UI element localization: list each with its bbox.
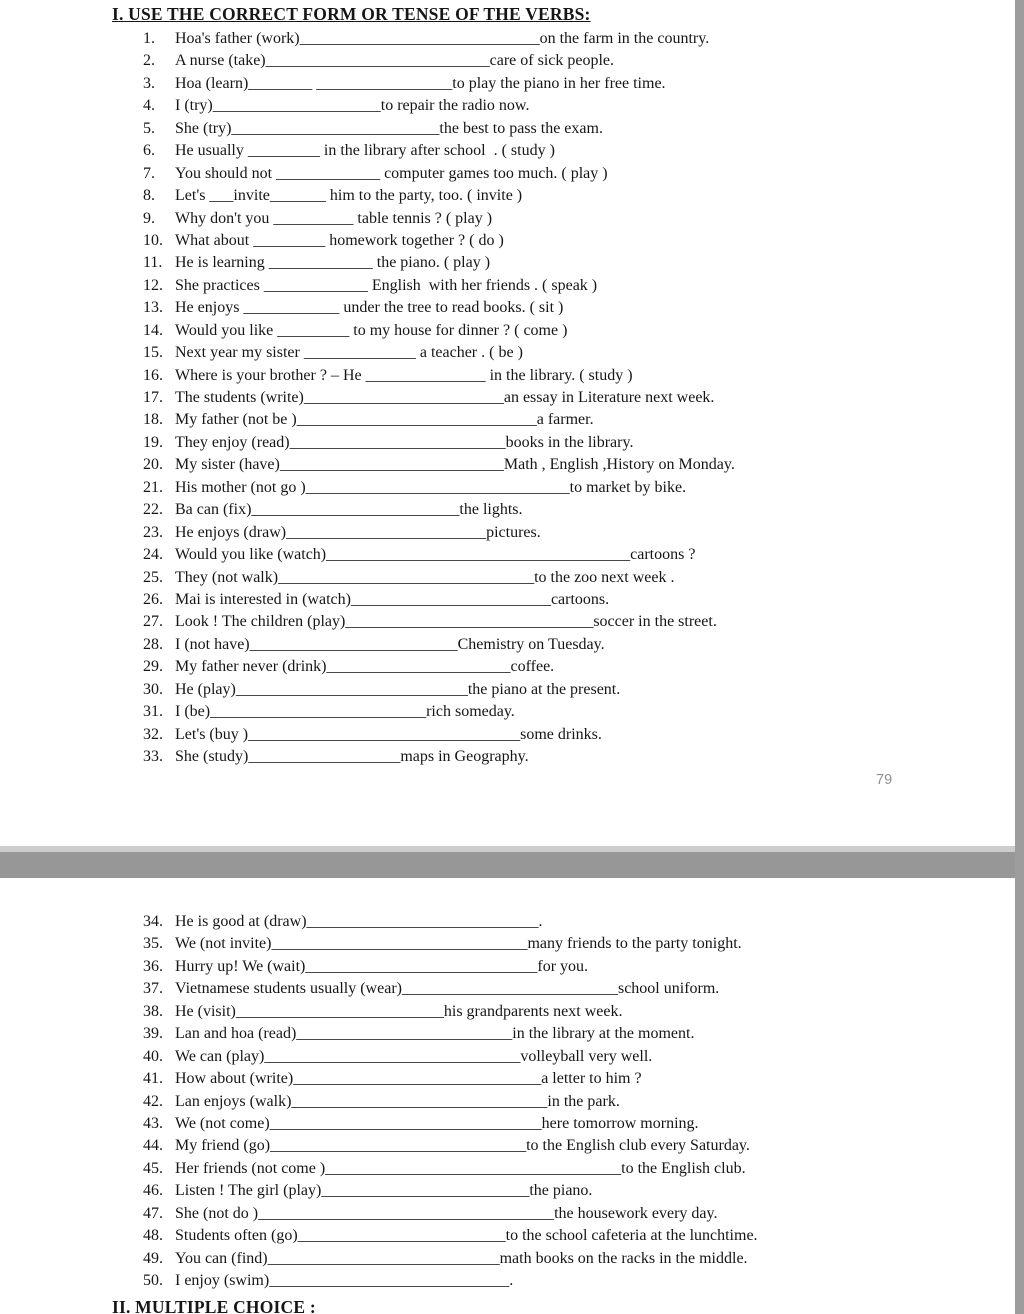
item-text: Lan and hoa (read)___________________________in the library at the moment. bbox=[175, 1025, 695, 1043]
item-text: Look ! The children (play)_______________________________soccer in the street. bbox=[175, 613, 717, 631]
item-text: My father (not be )______________________________a farmer. bbox=[175, 411, 594, 429]
item-text: She (try)__________________________the best to pass the exam. bbox=[175, 119, 603, 137]
page-separator-band bbox=[0, 852, 1024, 878]
item-number: 6. bbox=[143, 142, 155, 160]
item-text: How about (write)_______________________________a letter to him ? bbox=[175, 1070, 642, 1088]
exercise-item-row bbox=[143, 522, 735, 544]
item-number: 14. bbox=[143, 321, 163, 339]
item-text: Her friends (not come )_____________________________________to the English club. bbox=[175, 1159, 746, 1177]
exercise-item-row bbox=[143, 140, 735, 162]
exercise-item-row bbox=[143, 701, 735, 723]
exercise-item-row bbox=[143, 1135, 758, 1157]
item-number: 16. bbox=[143, 366, 163, 384]
item-text: We (not invite)________________________________many friends to the party tonight. bbox=[175, 935, 742, 953]
item-text: I (be)___________________________rich someday. bbox=[175, 703, 515, 721]
item-text: We (not come)__________________________________here tomorrow morning. bbox=[175, 1114, 699, 1132]
exercise-item-row bbox=[143, 589, 735, 611]
exercise-item-row bbox=[143, 320, 735, 342]
item-text: My sister (have)____________________________Math , English ,History on Monday. bbox=[175, 456, 735, 474]
item-number: 22. bbox=[143, 501, 163, 519]
item-text: Hurry up! We (wait)_____________________________for you. bbox=[175, 957, 589, 975]
item-text: My father never (drink)_______________________coffee. bbox=[175, 658, 555, 676]
item-number: 13. bbox=[143, 299, 163, 317]
item-number: 35. bbox=[143, 935, 163, 953]
exercise-item-row bbox=[143, 724, 735, 746]
exercise-item-row bbox=[143, 1091, 758, 1113]
item-text: He (visit)__________________________his grandparents next week. bbox=[175, 1002, 623, 1020]
exercise-item-row bbox=[143, 956, 758, 978]
exercise-item-row bbox=[143, 95, 735, 117]
item-number: 7. bbox=[143, 164, 155, 182]
exercise-list-page1 bbox=[143, 28, 735, 768]
item-number: 43. bbox=[143, 1114, 163, 1132]
item-number: 47. bbox=[143, 1204, 163, 1222]
exercise-item-row bbox=[143, 275, 735, 297]
exercise-item-row bbox=[143, 1203, 758, 1225]
page-number: 79 bbox=[876, 772, 893, 788]
exercise-item-row bbox=[143, 1248, 758, 1270]
item-text: Students often (go)__________________________to the school cafeteria at the lunchtime. bbox=[175, 1227, 758, 1245]
item-number: 19. bbox=[143, 433, 163, 451]
exercise-item-row bbox=[143, 365, 735, 387]
scan-edge-strip bbox=[1015, 0, 1024, 1314]
item-number: 44. bbox=[143, 1137, 163, 1155]
item-text: He (play)_____________________________the piano at the present. bbox=[175, 680, 621, 698]
exercise-item-row bbox=[143, 1270, 758, 1292]
exercise-item-row bbox=[143, 73, 735, 95]
exercise-item-row bbox=[143, 611, 735, 633]
item-number: 21. bbox=[143, 478, 163, 496]
item-text: Listen ! The girl (play)__________________________the piano. bbox=[175, 1182, 593, 1200]
exercise-item-row bbox=[143, 544, 735, 566]
exercise-item-row bbox=[143, 163, 735, 185]
item-number: 45. bbox=[143, 1159, 163, 1177]
item-number: 36. bbox=[143, 957, 163, 975]
item-number: 30. bbox=[143, 680, 163, 698]
item-text: You should not _____________ computer games too much. ( play ) bbox=[175, 164, 608, 182]
exercise-item-row bbox=[143, 28, 735, 50]
exercise-item-row bbox=[143, 1180, 758, 1202]
item-text: He is learning _____________ the piano. ( play ) bbox=[175, 254, 491, 272]
item-text: Let's (buy )__________________________________some drinks. bbox=[175, 725, 602, 743]
item-text: Ba can (fix)__________________________the lights. bbox=[175, 501, 523, 519]
item-number: 39. bbox=[143, 1025, 163, 1043]
exercise-item-row bbox=[143, 1023, 758, 1045]
item-number: 42. bbox=[143, 1092, 163, 1110]
item-text: He enjoys (draw)_________________________pictures. bbox=[175, 523, 541, 541]
exercise-item-row bbox=[143, 1001, 758, 1023]
item-number: 40. bbox=[143, 1047, 163, 1065]
item-text: Why don't you __________ table tennis ? ( play ) bbox=[175, 209, 493, 227]
item-number: 41. bbox=[143, 1070, 163, 1088]
item-text: His mother (not go )_________________________________to market by bike. bbox=[175, 478, 687, 496]
item-number: 48. bbox=[143, 1227, 163, 1245]
exercise-item-row bbox=[143, 679, 735, 701]
exercise-item-row bbox=[143, 454, 735, 476]
item-text: He enjoys ____________ under the tree to read books. ( sit ) bbox=[175, 299, 564, 317]
item-text: They enjoy (read)___________________________books in the library. bbox=[175, 433, 634, 451]
exercise-item-row bbox=[143, 230, 735, 252]
item-number: 32. bbox=[143, 725, 163, 743]
item-text: The students (write)_________________________an essay in Literature next week. bbox=[175, 389, 715, 406]
item-number: 49. bbox=[143, 1249, 163, 1267]
exercise-item-row bbox=[143, 50, 735, 72]
item-number: 1. bbox=[143, 30, 155, 47]
exercise-item-row bbox=[143, 409, 735, 431]
item-number: 18. bbox=[143, 411, 163, 429]
item-text: A nurse (take)____________________________care of sick people. bbox=[175, 52, 615, 70]
item-number: 15. bbox=[143, 344, 163, 362]
item-text: He is good at (draw)_____________________________. bbox=[175, 913, 543, 930]
exercise-item-row bbox=[143, 1068, 758, 1090]
item-text: She (study)___________________maps in Geography. bbox=[175, 748, 529, 765]
item-text: My friend (go)________________________________to the English club every Saturday. bbox=[175, 1137, 750, 1155]
item-text: Mai is interested in (watch)_________________________cartoons. bbox=[175, 590, 610, 608]
exercise-item-row bbox=[143, 933, 758, 955]
item-text: Would you like _________ to my house for dinner ? ( come ) bbox=[175, 321, 568, 339]
item-number: 17. bbox=[143, 389, 163, 406]
item-text: They (not walk)________________________________to the zoo next week . bbox=[175, 568, 675, 586]
item-number: 28. bbox=[143, 635, 163, 653]
item-text: Hoa (learn)________ _________________to play the piano in her free time. bbox=[175, 74, 666, 92]
exercise-item-row bbox=[143, 1113, 758, 1135]
item-text: I (try)_____________________to repair the radio now. bbox=[175, 97, 530, 115]
item-text: What about _________ homework together ? ( do ) bbox=[175, 231, 504, 249]
exercise-item-row bbox=[143, 477, 735, 499]
exercise-item-row bbox=[143, 978, 758, 1000]
exercise-item-row bbox=[143, 185, 735, 207]
item-text: She (not do )_____________________________________the housework every day. bbox=[175, 1204, 718, 1222]
exercise-item-row bbox=[143, 297, 735, 319]
item-text: I (not have)__________________________Chemistry on Tuesday. bbox=[175, 635, 605, 653]
item-number: 33. bbox=[143, 748, 163, 765]
item-number: 50. bbox=[143, 1272, 163, 1289]
exercise-list-page2 bbox=[143, 911, 758, 1292]
item-number: 24. bbox=[143, 546, 163, 564]
exercise-item-row bbox=[143, 208, 735, 230]
item-number: 37. bbox=[143, 980, 163, 998]
item-number: 8. bbox=[143, 187, 155, 205]
item-number: 25. bbox=[143, 568, 163, 586]
exercise-item-row bbox=[143, 656, 735, 678]
item-number: 20. bbox=[143, 456, 163, 474]
exercise-item-row bbox=[143, 911, 758, 933]
item-number: 9. bbox=[143, 209, 155, 227]
item-text: Where is your brother ? – He _______________ in the library. ( study ) bbox=[175, 366, 633, 384]
exercise-item-row bbox=[143, 342, 735, 364]
item-number: 31. bbox=[143, 703, 163, 721]
exercise-item-row bbox=[143, 746, 735, 768]
item-text: She practices _____________ English with her friends . ( speak ) bbox=[175, 276, 598, 294]
item-text: He usually _________ in the library after school . ( study ) bbox=[175, 142, 555, 160]
item-number: 5. bbox=[143, 119, 155, 137]
item-number: 2. bbox=[143, 52, 155, 70]
item-number: 27. bbox=[143, 613, 163, 631]
exercise-item-row bbox=[143, 432, 735, 454]
item-number: 29. bbox=[143, 658, 163, 676]
exercise-item-row bbox=[143, 567, 735, 589]
section-1-title: I. USE THE CORRECT FORM OR TENSE OF THE VERBS: bbox=[112, 4, 591, 24]
item-text: Let's ___invite_______ him to the party, too. ( invite ) bbox=[175, 187, 523, 205]
item-text: Hoa's father (work)______________________________on the farm in the country. bbox=[175, 30, 710, 47]
item-text: Vietnamese students usually (wear)___________________________school uniform. bbox=[175, 980, 720, 998]
item-text: You can (find)_____________________________math books on the racks in the middle. bbox=[175, 1249, 748, 1267]
item-number: 4. bbox=[143, 97, 155, 115]
item-text: We can (play)________________________________volleyball very well. bbox=[175, 1047, 653, 1065]
item-text: I enjoy (swim)______________________________. bbox=[175, 1272, 514, 1289]
item-number: 38. bbox=[143, 1002, 163, 1020]
item-number: 46. bbox=[143, 1182, 163, 1200]
item-text: Next year my sister ______________ a teacher . ( be ) bbox=[175, 344, 523, 362]
item-number: 3. bbox=[143, 74, 155, 92]
item-number: 10. bbox=[143, 231, 163, 249]
exercise-item-row bbox=[143, 387, 735, 409]
section-2-title: II. MULTIPLE CHOICE : bbox=[112, 1297, 316, 1314]
item-number: 26. bbox=[143, 590, 163, 608]
exercise-item-row bbox=[143, 634, 735, 656]
exercise-item-row bbox=[143, 1225, 758, 1247]
exercise-item-row bbox=[143, 1046, 758, 1068]
exercise-item-row bbox=[143, 118, 735, 140]
item-number: 23. bbox=[143, 523, 163, 541]
exercise-item-row bbox=[143, 1158, 758, 1180]
item-text: Would you like (watch)______________________________________cartoons ? bbox=[175, 546, 696, 564]
item-number: 11. bbox=[143, 254, 163, 272]
item-number: 34. bbox=[143, 913, 163, 930]
exercise-item-row bbox=[143, 499, 735, 521]
item-text: Lan enjoys (walk)________________________________in the park. bbox=[175, 1092, 620, 1110]
item-number: 12. bbox=[143, 276, 163, 294]
exercise-item-row bbox=[143, 252, 735, 274]
